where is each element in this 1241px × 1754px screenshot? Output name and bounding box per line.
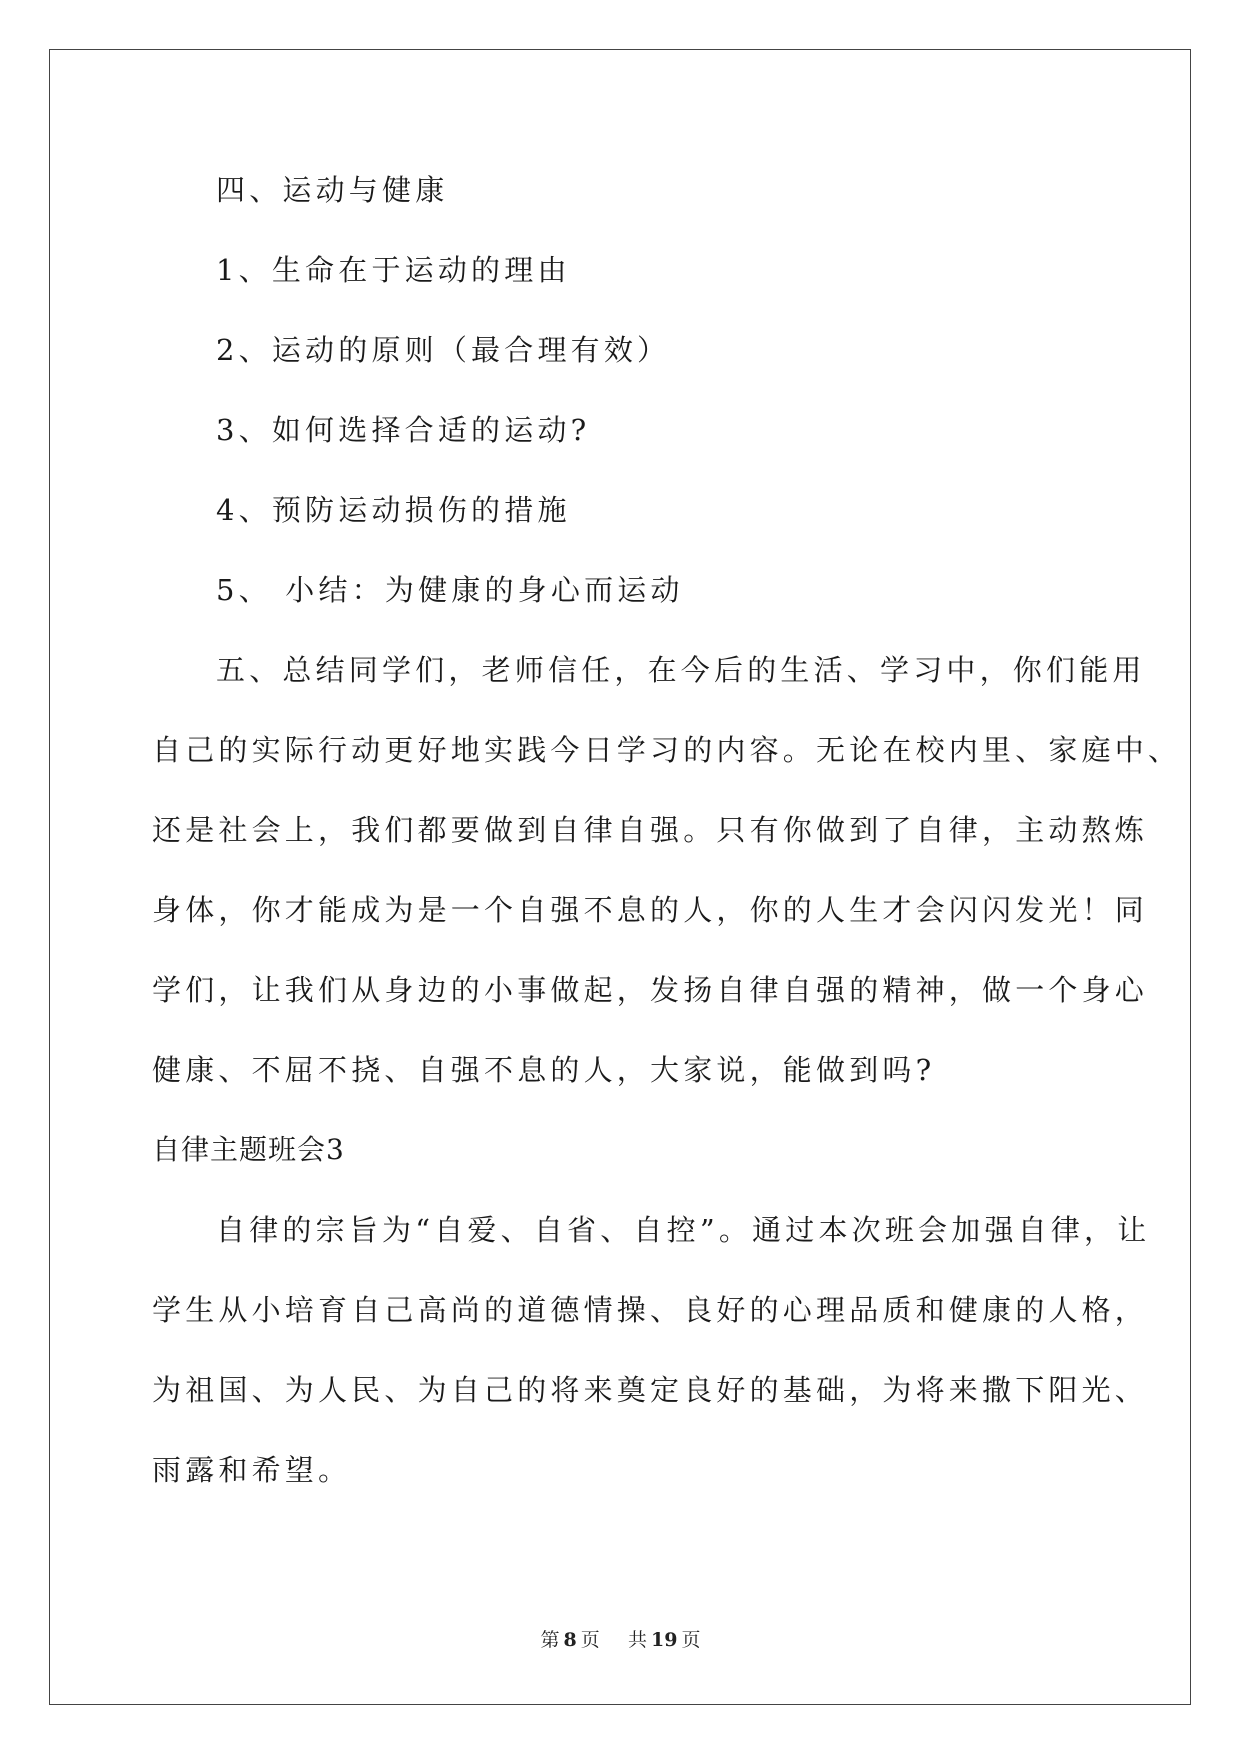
footer-prefix: 第 [540,1629,560,1651]
paragraph-line: 自己的实际行动更好地实践今日学习的内容。无论在校内里、家庭中、 [152,733,1182,767]
page-footer [0,1628,1241,1652]
paragraph-line: 五、总结同学们，老师信任，在今后的生活、学习中，你们能用 [216,653,1146,687]
list-item: 2、运动的原则（最合理有效） [216,333,671,367]
paragraph-line: 雨露和希望。 [152,1453,352,1487]
footer-page-number: 8 [563,1629,577,1651]
footer-total-pages: 19 [650,1629,678,1651]
paragraph-line: 健康、不屈不挠、自强不息的人，大家说，能做到吗? [152,1053,936,1087]
footer-total-suffix: 页 [681,1629,701,1651]
section-heading-exercise: 四、运动与健康 [216,173,449,207]
paragraph-line: 学们，让我们从身边的小事做起，发扬自律自强的精神，做一个身心 [152,973,1149,1007]
paragraph-line: 还是社会上，我们都要做到自律自强。只有你做到了自律，主动熬炼 [152,813,1149,847]
section-title: 自律主题班会3 [152,1133,345,1166]
paragraph-line: 身体，你才能成为是一个自强不息的人，你的人生才会闪闪发光！同 [152,893,1149,927]
footer-page-suffix: 页 [580,1629,600,1651]
paragraph-line: 学生从小培育自己高尚的道德情操、良好的心理品质和健康的人格， [152,1293,1149,1327]
paragraph-line: 为祖国、为人民、为自己的将来奠定良好的基础，为将来撒下阳光、 [152,1373,1149,1407]
list-item: 4、预防运动损伤的措施 [216,493,571,527]
list-item: 1、生命在于运动的理由 [216,253,571,287]
footer-total-prefix: 共 [627,1629,647,1651]
list-item: 3、如何选择合适的运动? [216,413,591,447]
paragraph-line: 自律的宗旨为“自爱、自省、自控”。通过本次班会加强自律，让 [216,1213,1151,1247]
list-item: 5、 小结：为健康的身心而运动 [216,573,684,607]
